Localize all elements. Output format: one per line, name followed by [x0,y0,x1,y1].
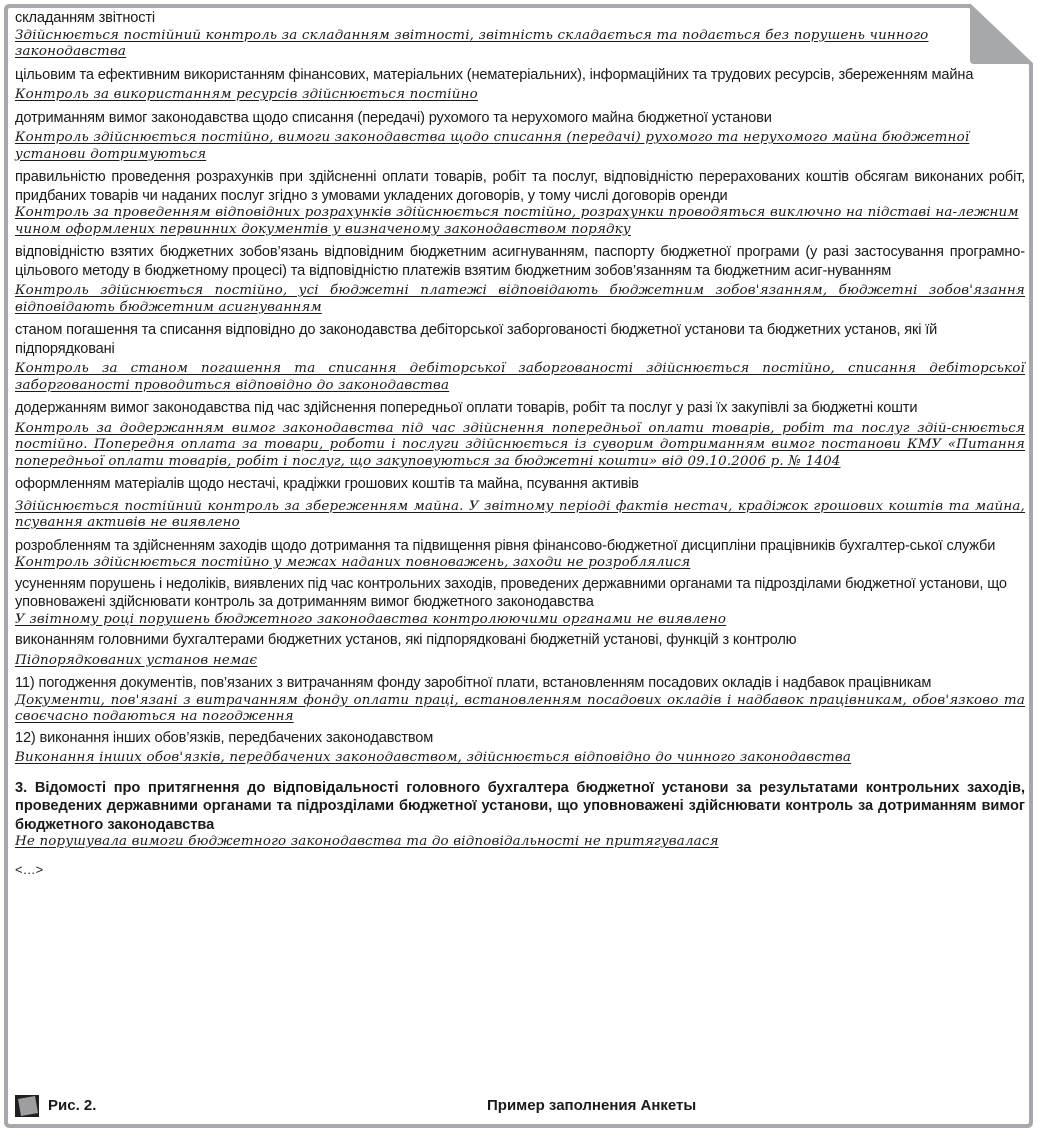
figure-label: Рис. 2. [48,1097,97,1114]
item-question: правильністю проведення розрахунків при здійсненні оплати товарів, робіт та послуг, відповідністю перерахованих коштів обсягам виконаних робіт, придбаних товарів чи наданих послуг згідно з умовами укладених договорів, у тому числі договорів оренди [15,169,1025,204]
item-answer: Контроль за використанням ресурсів здійснюється постійно [15,87,478,102]
section-3-answer: Не порушувала вимоги бюджетного законодавства та до відповідальності не притягувалася [15,834,719,849]
item-answer: Підпорядкованих установ немає [15,652,258,668]
item-answer: Контроль здійснюється постійно, вимоги законодавства щодо списання (передачі) рухомого та нерухомого майна бюджетної установи дотримуються [15,130,970,162]
item-answer: Виконання інших обов'язків, передбачених законодавством, здійснюється відповідно до чинного законодавства [15,750,852,765]
item-question: оформленням матеріалів щодо нестачі, крадіжки грошових коштів та майна, псування активів [15,476,639,492]
item-question: додержанням вимог законодавства під час здійснення попередньої оплати товарів, робіт та послуг у разі їх закупівлі за бюджетні кошти [15,400,918,416]
figure-square-icon [15,1095,39,1117]
item-answer: Контроль здійснюється постійно, усі бюджетні платежі відповідають бюджетним зобов'язанням, бюджетні зобов'язання відповідають бюджетним асигнуванням [15,283,1025,315]
item-question: станом погашення та списання відповідно до законодавства дебіторської заборгованості бюджетної установи та бюджетних установ, які їй підпорядковані [15,322,938,357]
form-content [15,9,1025,879]
item-question: розробленням та здійсненням заходів щодо дотримання та підвищення рівня фінансово-бюджетної дисципліни працівників бухгалтер-ської служби [15,537,996,554]
section-3-title: 3. Відомості про притягнення до відповідальності головного бухгалтера бюджетної установи за результатами контрольних заходів, проведених державними органами та підрозділами бюджетної установи, що уповноважені здійснювати контроль за дотриманням вимог бюджетного законодавства [15,779,1025,833]
item-question: складанням звітності [15,10,155,26]
item-answer: Контроль за додержанням вимог законодавства під час здійснення попередньої оплати товарів, робіт та послуг здій-снюється постійно. Попередня оплата за товари, роботи і послуги здійснюється із суворим дотриманням вимог постанови КМУ «Питання попередньої оплати товарів, робіт і послуг, що закуповуються за бюджетні кошти» від 09.10.2006 р. № 1404 [15,420,1025,469]
item-answer: Здійснюється постійний контроль за збереженням майна. У звітному періоді фактів нестач, крадіжок грошових коштів та майна, псування активів не виявлено [15,498,1025,530]
item-question: відповідністю взятих бюджетних зобов’язань відповідним бюджетним асигнуванням, паспорту бюджетної програми (у разі застосування програмно-цільового методу в бюджетному процесі) та відповідністю платежів взятим бюджетним зобов’язанням та бюджетним асиг-нуванням [15,244,1025,279]
omission-marker: <…> [15,861,44,877]
item-question: усуненням порушень і недоліків, виявлених під час контрольних заходів, проведених державними органами та підрозділами бюджетної установи, що уповноважені здійснювати контроль за дотриманням вимог бюджетного законодавства [15,575,1007,610]
item-answer: Документи, пов'язані з витрачанням фонду оплати праці, встановленням посадових окладів і надбавок працівникам, обов'язково та своєчасно подаються на погодження [15,692,1025,724]
item-question: виконанням головними бухгалтерами бюджетних установ, які підпорядковані бюджетній установі, функцій з контролю [15,632,797,648]
figure-caption [15,1095,1015,1117]
item-question: 12) виконання інших обов’язків, передбачених законодавством [15,729,434,746]
item-answer: Контроль за станом погашення та списання дебіторської заборгованості здійснюється постійно, списання дебіторської заборгованості проводиться відповідно до законодавства [15,361,1025,393]
item-answer: Здійснюється постійний контроль за складанням звітності, звітність складається та подається без порушень чинного законодавства [15,27,929,59]
item-answer: У звітному році порушень бюджетного законодавства контролюючими органами не виявлено [15,611,727,627]
item-question: дотриманням вимог законодавства щодо списання (передачі) рухомого та нерухомого майна бюджетної установи [15,109,772,126]
item-answer: Контроль за проведенням відповідних розрахунків здійснюється постійно, розрахунки проводяться виключно на підставі на-лежним чином оформлених первинних документів у визначеному законодавством порядку [15,205,1019,237]
figure-title: Пример заполнения Анкеты [487,1097,697,1114]
item-answer: Контроль здійснюється постійно у межах наданих повноважень, заходи не розроблялися [15,555,691,570]
item-question: 11) погодження документів, пов’язаних з витрачанням фонду заробітної плати, встановленням посадових окладів і надбавок працівникам [15,675,932,691]
item-question: цільовим та ефективним використанням фінансових, матеріальних (нематеріальних), інформаційних та трудових ресурсів, збереженням майна [15,66,974,83]
